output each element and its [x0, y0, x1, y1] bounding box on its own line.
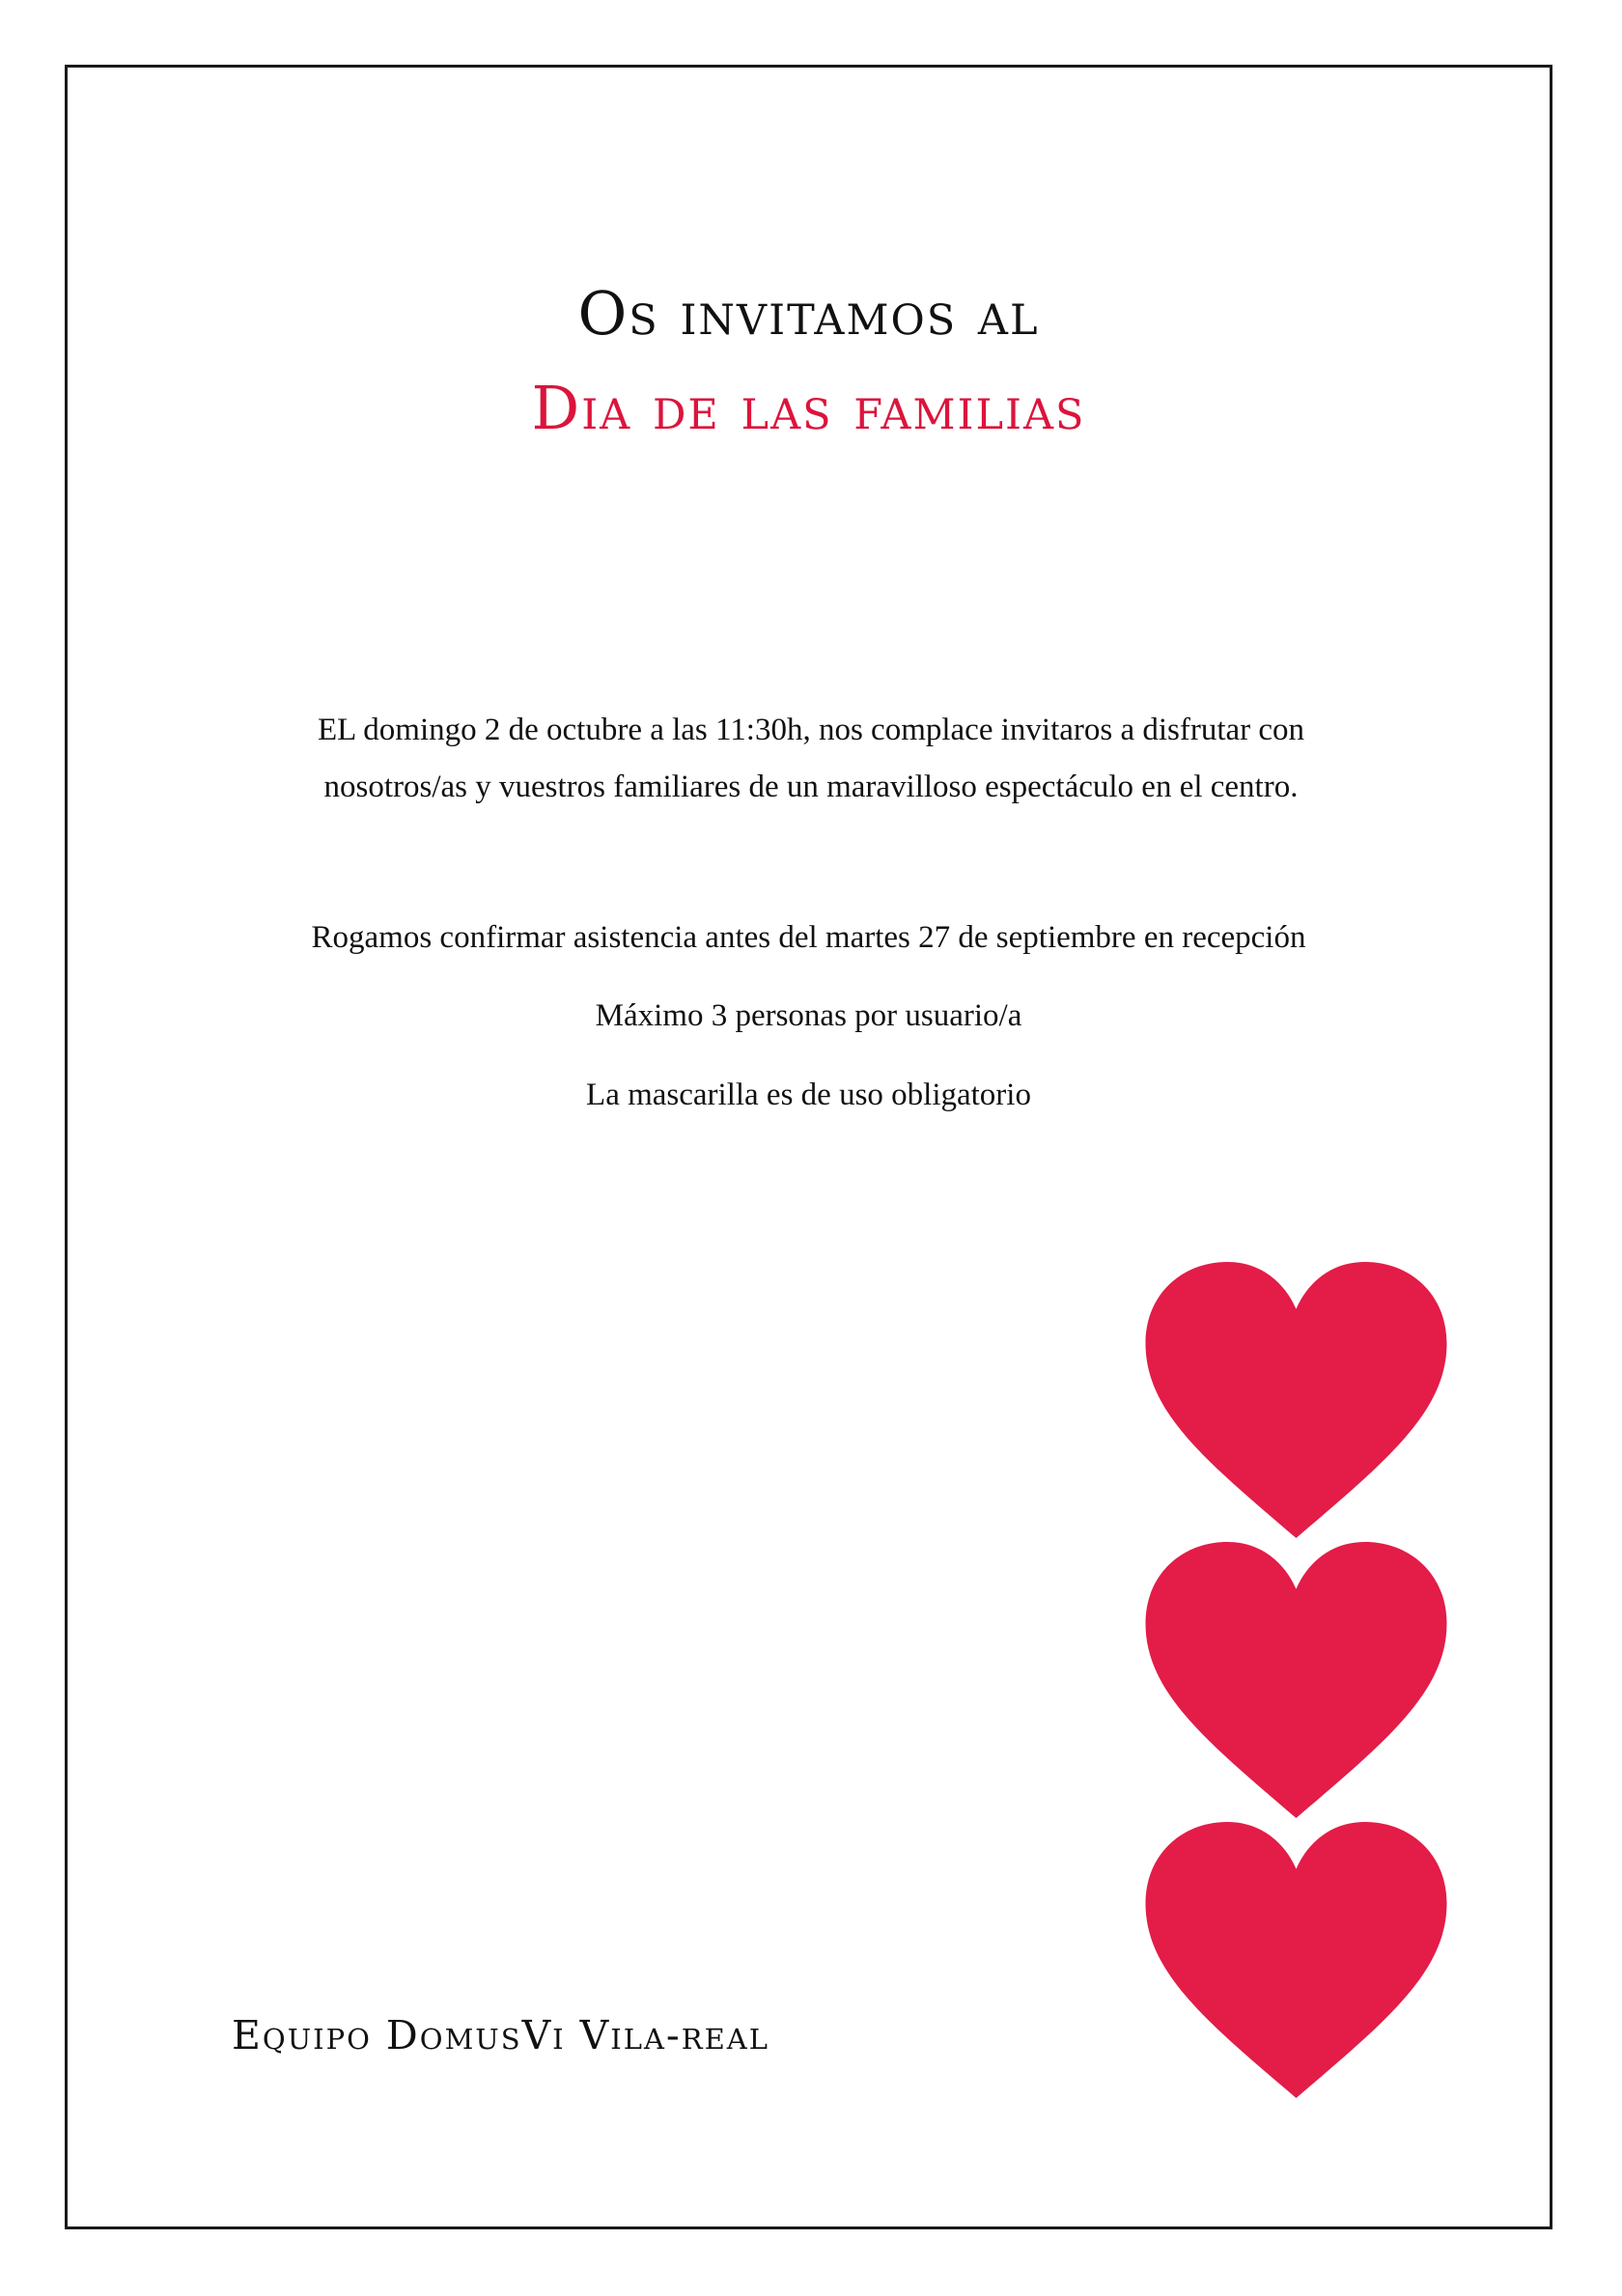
hearts-decoration — [1139, 1255, 1453, 2105]
heart-icon — [1139, 1535, 1453, 1825]
mask-notice-paragraph: La mascarilla es de uso obligatorio — [586, 1078, 1031, 1112]
invitation-heading: Os invitamos al — [577, 278, 1040, 349]
rsvp-paragraph: Rogamos confirmar asistencia antes del martes 27 de septiembre en recepción — [311, 920, 1306, 955]
event-title: Dia de las familias — [531, 373, 1086, 443]
event-details-paragraph — [251, 702, 1371, 817]
signature: Equipo DomusVi Vila-real — [232, 2012, 769, 2058]
heart-icon — [1139, 1255, 1453, 1545]
heart-icon — [1139, 1815, 1453, 2105]
event-details-text: EL domingo 2 de octubre a las 11:30h, nos complace invitaros a disfrutar con nosotros/as y vuestros familiares de un maravilloso espectáculo en el centro. — [317, 713, 1305, 805]
max-guests-paragraph: Máximo 3 personas por usuario/a — [595, 998, 1022, 1033]
